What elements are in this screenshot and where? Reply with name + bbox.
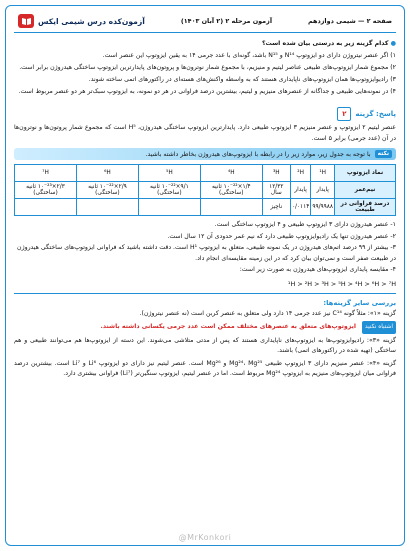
table-cell: ⁶H [76,165,138,182]
brand-block [18,14,145,28]
table-cell: ۹۹/۹۹۸۸ [311,199,335,216]
note-strip [14,148,396,160]
watermark: @MrKonkori [178,533,232,542]
table-row [15,182,396,199]
table-cell: پایدار [311,182,335,199]
exam-phase: آزمون مرحله ۲ (۲ آبان ۱۴۰۳) [180,17,273,25]
list-item: ۴- مقایسه پایداری ایزوتوپ‌های هیدروژن به صورت زیر است: [239,266,396,273]
answer-intro: عنصر لیتیم ۲ ایزوتوپ و عنصر منیزیم ۳ ایزوتوپ طبیعی دارد. پایدارترین ایزوتوپ ساختگی هیدروژن، H⁵ است که مجموع شمار پروتون‌ها و نوترون‌ها در آن (عدد جرمی) برابر ۵ است. [14,124,396,142]
row-header: نماد ایزوتوپ [335,165,396,182]
points-list [14,220,396,276]
table-cell: ²H [290,165,311,182]
content [14,38,396,382]
table-cell: ناچیز [262,199,290,216]
table-cell: ⁵H [138,165,200,182]
option-4: ۴) در نمونه‌هایی طبیعی و جداگانه از عنصرهای منیزیم و لیتیم، بیشترین درصد فراوانی در هر دو نمونه، به ایزوتوپ سبک‌تر هر دو عنصر مربوط است. [18,88,396,95]
book-logo-icon [18,14,34,28]
table-cell: ⁴H [200,165,262,182]
note-tag: نکته [375,150,392,158]
answer-heading [14,107,396,121]
stability-sequence: ¹H > ²H > ³H > ⁵H > ⁴H > ⁶H > ⁷H [287,279,396,288]
table-cell [15,199,77,216]
table-cell: ۰/۰۱۱۴ [290,199,311,216]
table-cell [200,199,262,216]
subject: شیمی دوازدهم [308,17,356,25]
warning-text: ایزوتوپ‌های متعلق به عنصرهای مختلف ممکن است عدد جرمی یکسانی داشته باشند. [100,323,357,330]
brand-name: آزمون‌کده درس شیمی ایکس [38,16,145,26]
table-cell [138,199,200,216]
question-title: ● کدام گزینه زیر به درستی بیان شده است؟ [261,40,396,47]
table-cell: ³H [262,165,290,182]
warning-tag: اشتباه نکنید [362,321,396,334]
option-2: ۲) مجموع شمار ایزوتوپ‌های طبیعی عناصر لیتیم و منیزیم، با مجموع شمار نوترون‌ها و پروتون‌های پایدارترین ایزوتوپ ساختگی هیدروژن برابر است. [19,64,396,71]
header-divider [14,32,396,33]
bullet-icon: ● [388,40,396,47]
list-item: ۳- بیشتر از ۹۹ درصد اتم‌های هیدروژن در یک نمونه طبیعی، متعلق به ایزوتوپ H¹ است. دقت داشته باشید که فراوانی ایزوتوپ‌های ساختگی هیدروژن در طبیعت صفر است و نمی‌توان بیان کرد که در این زمینه مقایسه‌ای انجام داد. [17,244,396,262]
answer-label: پاسخ: گزینه [355,110,396,118]
option-1: ۱) اگر عنصر نیتروژن دارای دو ایزوتوپ N¹⁴ و N¹⁵ باشد، گونه‌ای با عدد جرمی ۱۴ به یقین ایزوتوپ این عنصر است. [102,52,396,59]
table-cell: ۲/۳×۱۰⁻²³ ثانیه (ساختگی) [15,182,77,199]
table-row [15,165,396,182]
table-cell: ۹/۱×۱۰⁻²² ثانیه (ساختگی) [138,182,200,199]
page-header [18,10,392,32]
other-option-1: گزینه «۱»: مثلاً گونه C¹⁴ نیز عدد جرمی ۱۴ دارد ولی متعلق به عنصر کربن است (نه عنصر نیتروژن). [139,309,396,317]
table-cell: ۱/۴×۱۰⁻²² ثانیه (ساختگی) [200,182,262,199]
other-option-3: گزینه «۳»: رادیوایزوتوپ‌ها به ایزوتوپ‌های ناپایداری هستند که پس از مدتی متلاشی می‌شوند. این دسته از ایزوتوپ‌ها هم می‌توانند طبیعی و هم ساختگی (تهیه شده در راکتورهای اتمی) باشند. [14,336,396,354]
table-cell: ۲/۹×۱۰⁻²² ثانیه (ساختگی) [76,182,138,199]
isotope-table [14,164,396,216]
list-item: ۱- عنصر هیدروژن دارای ۳ ایزوتوپ طبیعی و ۴ ایزوتوپ ساختگی است. [214,221,396,228]
section-divider [14,293,396,294]
table-cell [76,199,138,216]
row-header: نیم‌عمر [335,182,396,199]
warning-line [14,321,396,334]
page-label: صفحه ۲ [366,17,392,25]
table-row [15,199,396,216]
other-options-title: بررسی سایر گزینه‌ها: [323,298,396,307]
row-header: درصد فراوانی در طبیعت [335,199,396,216]
header-right: صفحه ۲ — شیمی دوازدهم [308,17,392,25]
question-block [14,38,396,97]
option-3: ۳) رادیوایزوتوپ‌ها همان ایزوتوپ‌های ناپایداری هستند که به واسطه واکنش‌های هسته‌ای در راکتورهای اتمی ساخته شوند. [88,76,396,83]
list-item: ۲- عنصر هیدروژن تنها یک رادیوایزوتوپ طبیعی دارد که نیم عمر حدودی آن ۱۲ سال است. [167,232,396,240]
table-cell: ⁷H [15,165,77,182]
answer-option-number: ۲ [337,107,351,121]
table-cell: ¹H [311,165,335,182]
note-text: با توجه به جدول زیر، موارد زیر را در رابطه با ایزوتوپ‌های هیدروژن بخاطر داشته باشید. [145,150,371,158]
table-cell: ۱۲/۳۲ سال [262,182,290,199]
other-option-4: گزینه «۴»: عنصر منیزیم دارای ۳ ایزوتوپ طبیعی Mg²⁴، Mg²⁵ و Mg²⁶ است. عنصر لیتیم نیز دارای دو ایزوتوپ Li⁶ و Li⁷ است. بیشترین درصد فراوانی میان ایزوتوپ‌های منیزیم به ایزوتوپ Mg²⁴ مربوط است. اما در عنصر لیتیم، ایزوتوپ سنگین‌تر (Li⁷) فراوانی بیشتری دارد. [14,359,397,377]
table-cell: پایدار [290,182,311,199]
